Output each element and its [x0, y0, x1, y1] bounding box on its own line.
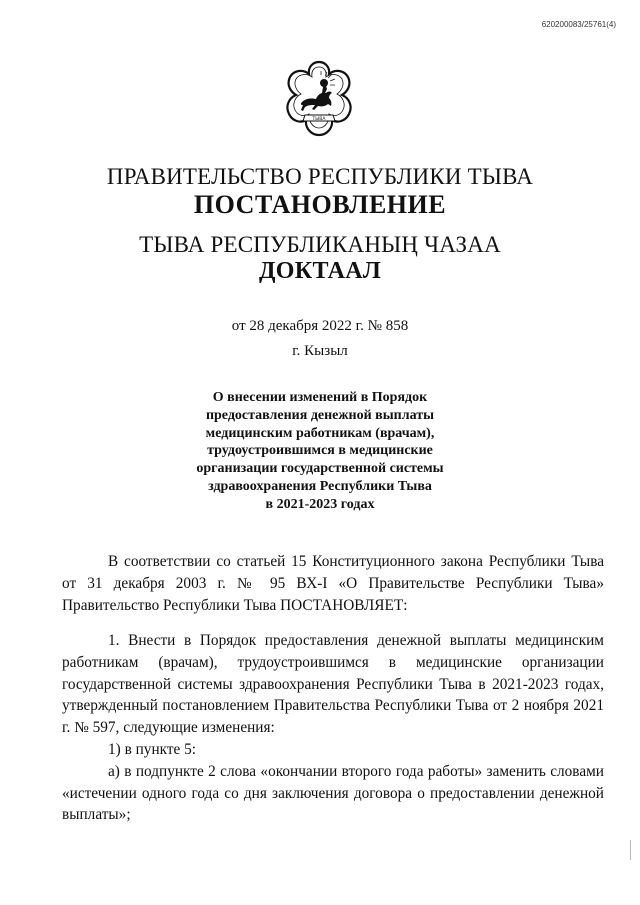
- resolution-title-ru: ПОСТАНОВЛЕНИЕ: [193, 190, 447, 219]
- subject-line: организации государственной системы: [196, 461, 444, 477]
- item-1-1-a: а) в подпункте 2 слова «окончании второго года работы» заменить словами «истечении одного года со дня заключения договора о предоставлении денежной выплаты»;: [62, 762, 604, 824]
- subject-line: медицинским работникам (врачам),: [205, 425, 435, 441]
- government-title-tyv: ТЫВА РЕСПУБЛИКАНЫҢ ЧАЗАА: [139, 232, 501, 257]
- subject-line: здравоохранения Республики Тыва: [208, 478, 432, 494]
- government-title-ru: ПРАВИТЕЛЬСТВО РЕСПУБЛИКИ ТЫВА: [106, 164, 534, 189]
- preamble-paragraph: В соответствии со статьей 15 Конституционного закона Республики Тыва от 31 декабря 2003 г. № 95 ВХ-I «О Правительстве Республики Тыва» Правительство Республики Тыва ПОСТАНОВЛЯЕТ:: [62, 553, 604, 614]
- subject-line: трудоустроившимся в медицинские: [207, 443, 433, 459]
- tuva-emblem-icon: [282, 58, 356, 142]
- city: г. Кызыл: [292, 343, 348, 359]
- subject-line: предоставления денежной выплаты: [205, 407, 435, 423]
- subject-line: О внесении изменений в Порядок: [212, 390, 428, 405]
- svg-text:ТЫВА: ТЫВА: [312, 117, 326, 122]
- item-1-1: 1) в пункте 5:: [108, 740, 197, 758]
- date-and-number: от 28 декабря 2022 г. № 858: [231, 318, 409, 334]
- document-id: 620200083/25761(4): [541, 20, 616, 29]
- subject-line: в 2021-2023 годах: [265, 496, 375, 512]
- preamble: [62, 551, 604, 616]
- resolution-title-tyv: ДОКТААЛ: [258, 258, 382, 284]
- item-1: 1. Внести в Порядок предоставления денежной выплаты медицинским работникам (врачам), трудоустроившимся в медицинские организации государственной системы здравоохранения Республики Тыва в 2021-2023 годах, утвержденный постановлением Правительства Республики Тыва от 2 ноября 2021 г. № 597, следующие изменения:: [62, 632, 604, 737]
- document-subject: [160, 389, 480, 514]
- resolution-body: [62, 630, 604, 826]
- scan-edge-mark: [630, 840, 631, 860]
